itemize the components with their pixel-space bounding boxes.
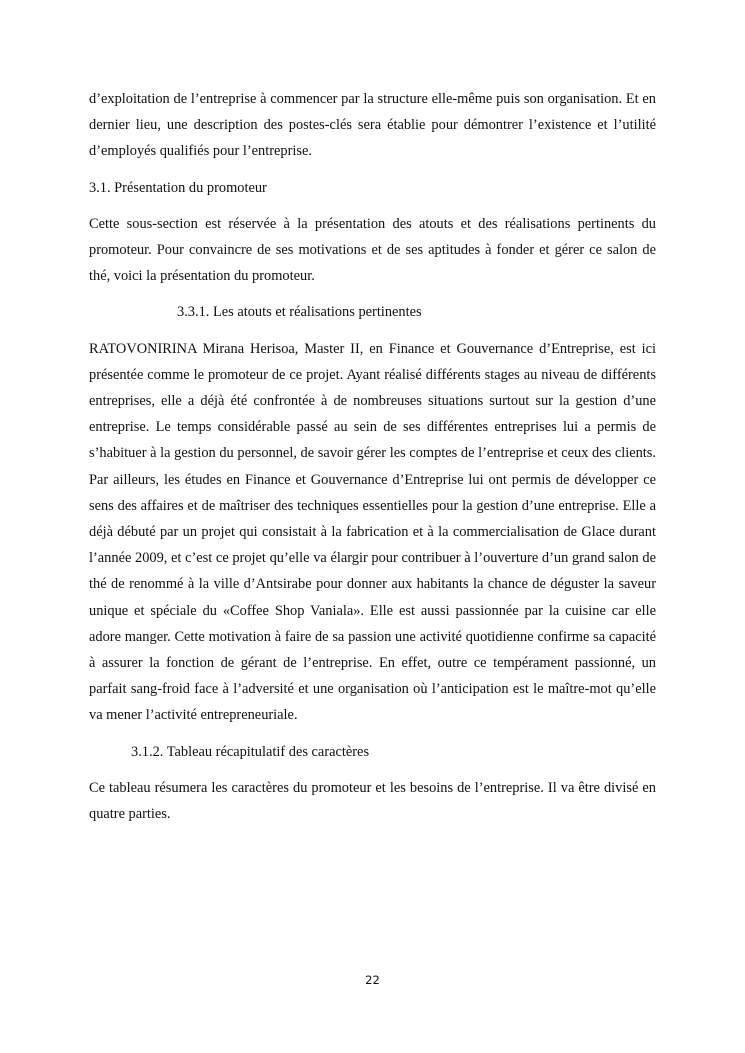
section-intro-paragraph: Cette sous-section est réservée à la présentation des atouts et des réalisations pertinents du promoteur. Pour convaincre de ses motivations et de ses aptitudes à fonder et gérer ce salon de thé, voici la présentation du promoteur. (89, 215, 656, 285)
table-intro-paragraph: Ce tableau résumera les caractères du promoteur et les besoins de l’entreprise. Il va être divisé en quatre parties. (89, 779, 656, 823)
intro-paragraph: d’exploitation de l’entreprise à commencer par la structure elle-même puis son organisation. Et en dernier lieu, une description des postes-clés sera établie pour démontrer l’existence et l’utilité d’employés qualifiés pour l’entreprise. (89, 91, 656, 160)
section-heading-3-3-1: 3.3.1. Les atouts et réalisations pertinentes (177, 304, 422, 321)
promoter-profile-paragraph: RATOVONIRINA Mirana Herisoa, Master II, en Finance et Gouvernance d’Entreprise, est ici présentée comme le promoteur de ce projet. Ayant réalisé différents stages au niveau de différents entreprises, elle a déjà été confrontée à de nombreuses situations surtout sur la gestion d’une entreprise. Le temps considérable passé au sein de ses différentes entreprises lui a permis de s’habituer à la gestion du personnel, de savoir gérer les comptes de l’entreprise et ceux des clients. Par ailleurs, les études en Finance et Gouvernance d’Entreprise lui ont permis de développer ce sens des affaires et de maîtriser des techniques essentielles pour la gestion d’une entreprise. Elle a déjà débuté par un projet qui consistait à la fabrication et à la commercialisation de Glace durant l’année 2009, et c’est ce projet qu’elle va élargir pour contribuer à l’ouverture d’un grand salon de thé de renommé à la ville d’Antsirabe pour donner aux habitants la chance de déguster la saveur unique et spéciale du «Coffee Shop Vaniala». Elle est aussi passionnée par la cuisine car elle adore manger. Cette motivation à faire de sa passion une activité quotidienne confirme sa capacité à assurer la fonction de gérant de l’entreprise. En effet, outre ce tempérament passionné, un parfait sang-froid face à l’adversité et une organisation où l’anticipation est le maître-mot qu’elle va mener l’activité entrepreneuriale. (89, 340, 656, 724)
section-heading-3-1-2: 3.1.2. Tableau récapitulatif des caractères (131, 743, 370, 760)
section-heading-3-1: 3.1. Présentation du promoteur (89, 179, 267, 196)
page-body (89, 86, 656, 837)
page-number: 22 (365, 973, 380, 987)
